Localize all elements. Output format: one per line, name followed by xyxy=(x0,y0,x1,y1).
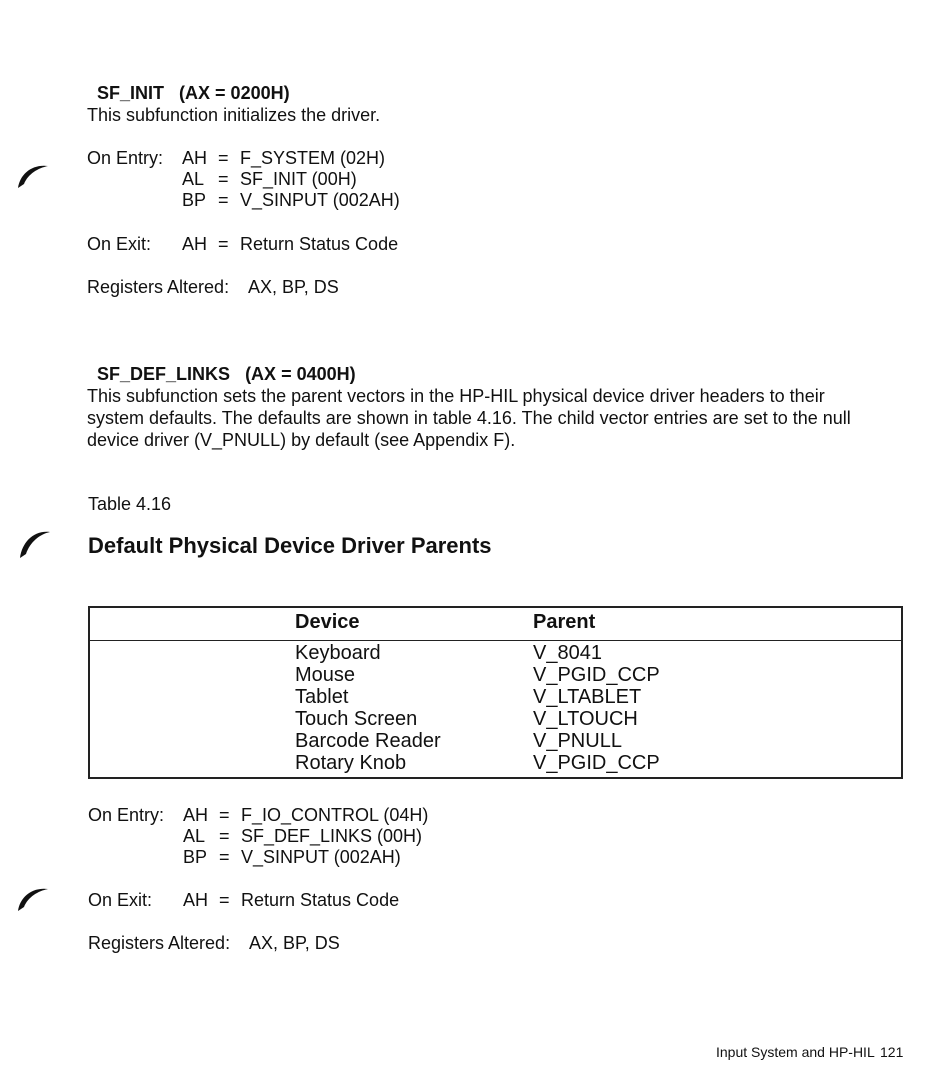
table-cell-parent: V_PNULL xyxy=(533,730,622,752)
sf-def-links-title: SF_DEF_LINKS xyxy=(97,364,231,384)
table-cell-device: Touch Screen xyxy=(295,708,418,730)
sf-def-links-description-line: system defaults. The defaults are shown in table 4.16. The child vector entries are set to the null xyxy=(87,408,851,428)
sf-init-title-value: (AX = 0200H) xyxy=(179,83,290,103)
sf-init-description: This subfunction initializes the driver. xyxy=(87,105,381,125)
table-cell-parent: V_LTOUCH xyxy=(533,708,638,730)
table-cell-device: Tablet xyxy=(295,686,349,708)
page-number: 121 xyxy=(880,1044,904,1060)
def-links-entry-row: AL = SF_DEF_LINKS (00H) xyxy=(183,826,423,846)
def-links-exit-row: AH = Return Status Code xyxy=(183,890,400,910)
table-header-parent: Parent xyxy=(533,611,596,633)
table-cell-parent: V_PGID_CCP xyxy=(533,664,660,686)
binder-hole-mark xyxy=(18,528,52,560)
def-links-on-entry-label: On Entry: xyxy=(88,805,165,825)
table-header-device: Device xyxy=(295,611,360,633)
table-cell-device: Rotary Knob xyxy=(295,752,407,774)
def-links-entry-row: AH = F_IO_CONTROL (04H) xyxy=(183,805,429,825)
sf-init-title: SF_INIT xyxy=(97,83,165,103)
table-cell-parent: V_8041 xyxy=(533,642,602,664)
table-cell-device: Mouse xyxy=(295,664,356,686)
sf-init-entry-row: AL = SF_INIT (00H) xyxy=(182,169,357,189)
sf-init-entry-row: BP = V_SINPUT (002AH) xyxy=(182,190,400,210)
sf-def-links-description-line: device driver (V_PNULL) by default (see Appendix F). xyxy=(87,430,516,450)
sf-def-links-title-value: (AX = 0400H) xyxy=(245,364,356,384)
def-links-registers-altered-value: AX, BP, DS xyxy=(249,933,340,953)
sf-init-registers-altered-value: AX, BP, DS xyxy=(248,277,339,297)
sf-def-links-heading xyxy=(87,343,356,385)
def-links-on-exit-label: On Exit: xyxy=(88,890,153,910)
device-parent-table xyxy=(88,606,903,779)
sf-def-links-description-line: This subfunction sets the parent vectors in the HP-HIL physical device driver headers to their xyxy=(87,386,825,406)
sf-init-registers-altered-label: Registers Altered: xyxy=(87,277,230,297)
sf-init-exit-row: AH = Return Status Code xyxy=(182,234,399,254)
table-cell-device: Barcode Reader xyxy=(295,730,441,752)
footer-section-name: Input System and HP-HIL xyxy=(716,1044,875,1060)
table-caption: Table 4.16 xyxy=(88,494,172,514)
sf-init-entry-row: AH = F_SYSTEM (02H) xyxy=(182,148,386,168)
table-cell-parent: V_PGID_CCP xyxy=(533,752,660,774)
sf-init-on-exit-label: On Exit: xyxy=(87,234,152,254)
table-title: Default Physical Device Driver Parents xyxy=(88,533,492,558)
sf-init-on-entry-label: On Entry: xyxy=(87,148,164,168)
table-cell-device: Keyboard xyxy=(295,642,381,664)
table-cell-parent: V_LTABLET xyxy=(533,686,642,708)
def-links-entry-row: BP = V_SINPUT (002AH) xyxy=(183,847,401,867)
table-header-rule xyxy=(90,640,901,641)
sf-init-heading xyxy=(87,62,290,104)
def-links-registers-altered-label: Registers Altered: xyxy=(88,933,231,953)
